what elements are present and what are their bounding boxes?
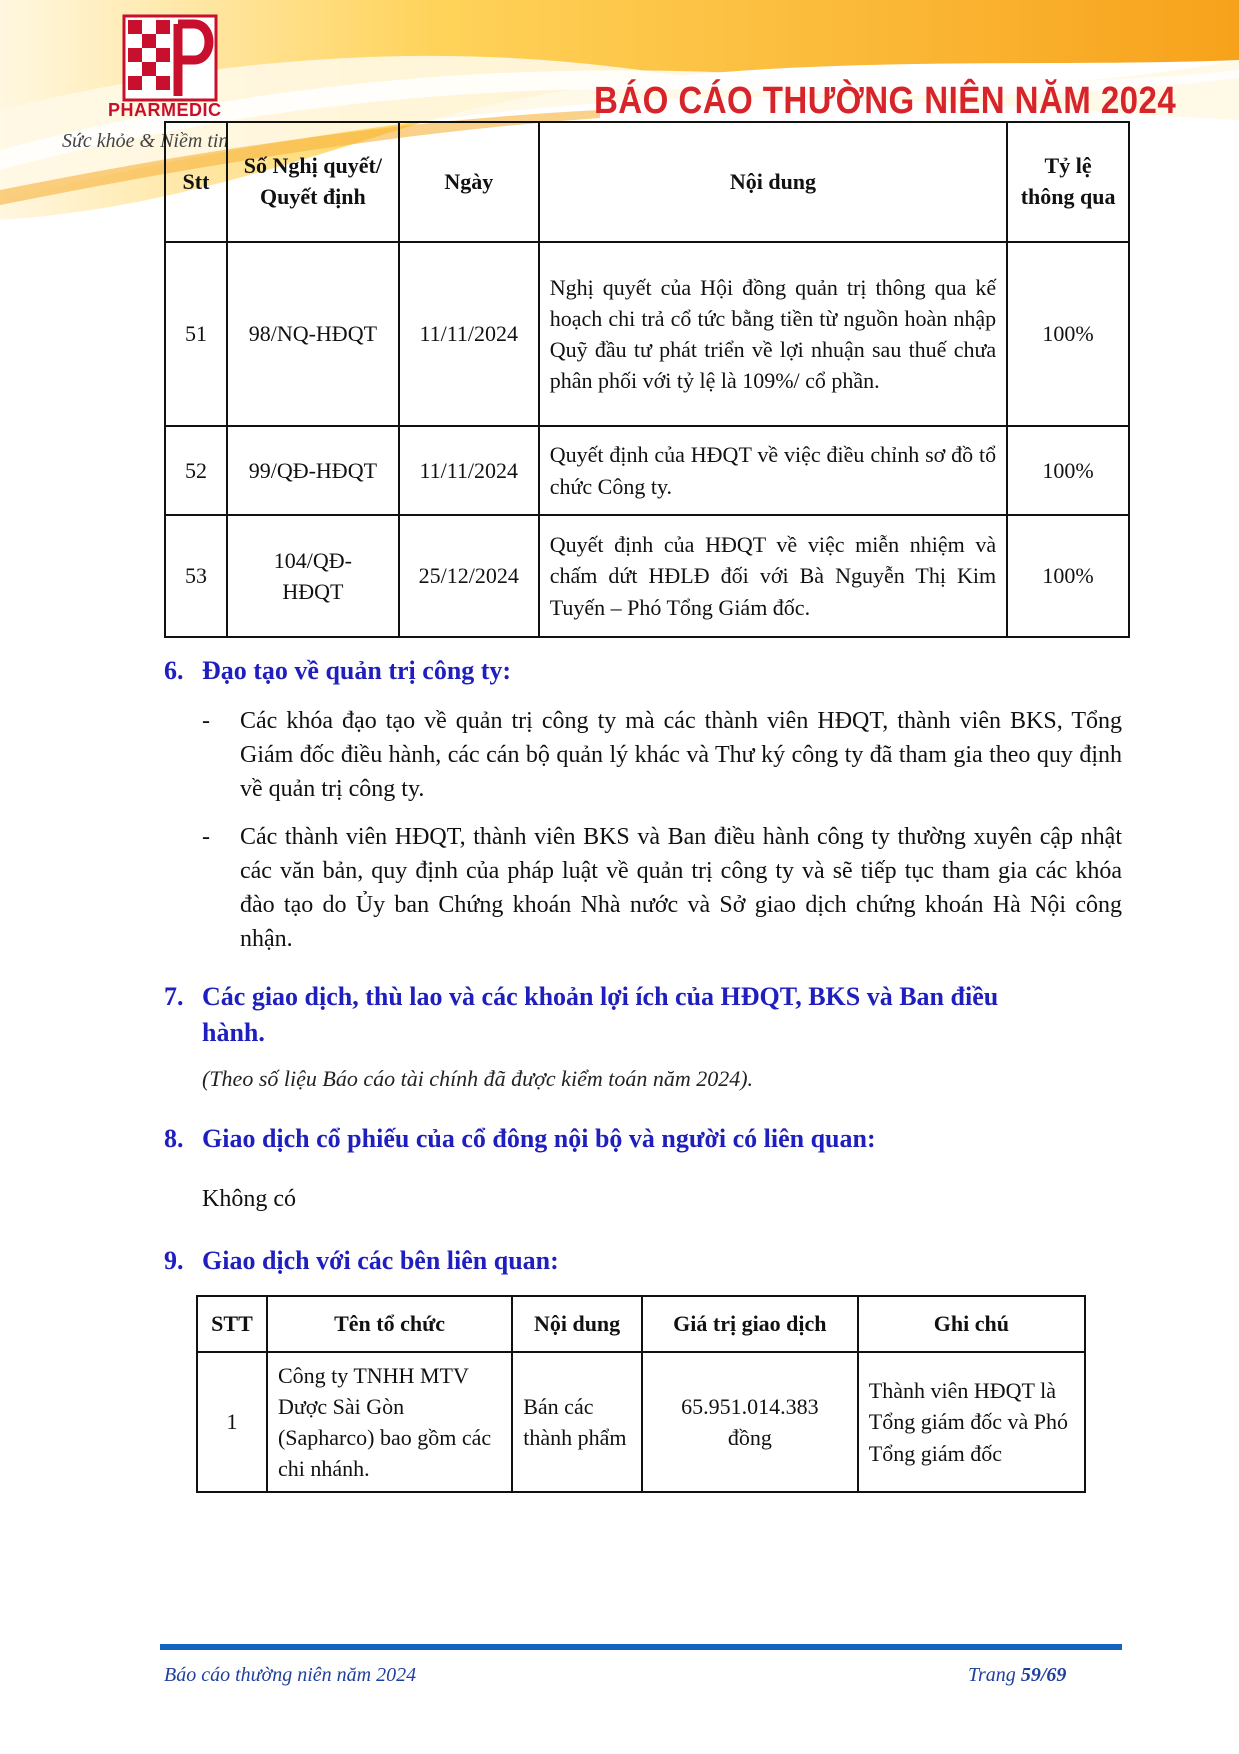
page-number: 59/69 xyxy=(1020,1664,1067,1686)
header-number: Số Nghị quyết/ Quyết định xyxy=(227,122,399,242)
header-stt: Stt xyxy=(165,122,227,242)
cell-stt: 52 xyxy=(165,426,227,515)
section-9-heading xyxy=(164,1246,1064,1280)
cell-stt: 51 xyxy=(165,242,227,426)
cell-content: Quyết định của HĐQT về việc miễn nhiệm và chấm dứt HĐLĐ đối với Bà Nguyễn Thị Kim Tuyến – Phó Tổng Giám đốc. xyxy=(539,515,1007,637)
cell-number: 99/QĐ-HĐQT xyxy=(227,426,399,515)
footer-divider xyxy=(160,1644,1122,1650)
cell-content: Nghị quyết của Hội đồng quản trị thông qua kế hoạch chi trả cổ tức bằng tiền từ nguồn hoàn nhập Quỹ đầu tư phát triển về lợi nhuận sau thuế chưa phân phối với tỷ lệ là 109%/ cổ phần. xyxy=(539,242,1007,426)
section-title: Đạo tạo về quản trị công ty: xyxy=(202,656,512,685)
resolutions-table xyxy=(164,121,1130,638)
section-8-text: Không có xyxy=(202,1186,296,1212)
section-title: Giao dịch cổ phiếu của cổ đông nội bộ và người có liên quan: xyxy=(202,1124,876,1153)
header-note: Ghi chú xyxy=(858,1296,1085,1352)
section-title-line2: hành. xyxy=(202,1018,265,1047)
bullet-item xyxy=(202,820,1122,956)
cell-note: Thành viên HĐQT là Tổng giám đốc và Phó Tổng giám đốc xyxy=(858,1352,1085,1492)
report-title: BÁO CÁO THƯỜNG NIÊN NĂM 2024 xyxy=(594,80,1177,122)
table-row xyxy=(165,242,1129,426)
section-number: 9. xyxy=(164,1246,184,1275)
table-header-row xyxy=(197,1296,1085,1352)
cell-content: Bán các thành phẩm xyxy=(512,1352,642,1492)
bullet-text: Các thành viên HĐQT, thành viên BKS và Ban điều hành công ty thường xuyên cập nhật các văn bản, quy định của pháp luật về quản trị công ty và sẽ tiếp tục tham gia các khóa đào tạo do Ủy ban Chứng khoán Nhà nước và Sở giao dịch chứng khoán Hà Nội công nhận. xyxy=(240,824,1122,952)
section-7-heading xyxy=(164,982,1124,1054)
bullet-dash: - xyxy=(202,824,210,850)
section-8-heading xyxy=(164,1124,1124,1158)
cell-org: Công ty TNHH MTV Dược Sài Gòn (Sapharco) bao gồm các chi nhánh. xyxy=(267,1352,512,1492)
cell-stt: 1 xyxy=(197,1352,267,1492)
cell-value: 65.951.014.383 đồng xyxy=(642,1352,858,1492)
cell-rate: 100% xyxy=(1007,242,1129,426)
section-title: Giao dịch với các bên liên quan: xyxy=(202,1246,559,1275)
bullet-text: Các khóa đạo tạo về quản trị công ty mà các thành viên HĐQT, thành viên BKS, Tổng Giám đốc điều hành, các cán bộ quản lý khác và Thư ký công ty đã tham gia theo quy định về quản trị công ty. xyxy=(240,708,1122,802)
header-content: Nội dung xyxy=(512,1296,642,1352)
table-row xyxy=(165,426,1129,515)
table-row xyxy=(197,1352,1085,1492)
cell-number: 98/NQ-HĐQT xyxy=(227,242,399,426)
footer-report-name: Báo cáo thường niên năm 2024 xyxy=(164,1664,417,1686)
cell-stt: 53 xyxy=(165,515,227,637)
section-title-line1: Các giao dịch, thù lao và các khoản lợi ích của HĐQT, BKS và Ban điều xyxy=(202,982,999,1011)
section-7-note: (Theo số liệu Báo cáo tài chính đã được kiểm toán năm 2024). xyxy=(202,1066,754,1091)
table-row xyxy=(165,515,1129,637)
header-stt: STT xyxy=(197,1296,267,1352)
cell-rate: 100% xyxy=(1007,426,1129,515)
page-prefix: Trang xyxy=(968,1664,1021,1686)
bullet-item xyxy=(202,704,1122,806)
header-rate: Tỷ lệ thông qua xyxy=(1007,122,1129,242)
footer-page-indicator xyxy=(968,1664,1066,1687)
brand-name: PHARMEDIC xyxy=(108,100,222,120)
section-number: 8. xyxy=(164,1124,184,1153)
bullet-dash: - xyxy=(202,708,210,734)
header-content: Nội dung xyxy=(539,122,1007,242)
related-party-table xyxy=(196,1295,1086,1493)
section-number: 6. xyxy=(164,656,184,685)
slogan: Sức khỏe & Niềm tin xyxy=(62,130,229,152)
cell-date: 11/11/2024 xyxy=(399,242,539,426)
cell-date: 25/12/2024 xyxy=(399,515,539,637)
cell-date: 11/11/2024 xyxy=(399,426,539,515)
header-org: Tên tổ chức xyxy=(267,1296,512,1352)
header-value: Giá trị giao dịch xyxy=(642,1296,858,1352)
cell-number: 104/QĐ-HĐQT xyxy=(227,515,399,637)
pharmedic-logo xyxy=(120,12,220,104)
cell-content: Quyết định của HĐQT về việc điều chỉnh sơ đồ tổ chức Công ty. xyxy=(539,426,1007,515)
header-date: Ngày xyxy=(399,122,539,242)
section-6-heading xyxy=(164,656,1064,690)
table-header-row xyxy=(165,122,1129,242)
section-number: 7. xyxy=(164,982,184,1011)
cell-rate: 100% xyxy=(1007,515,1129,637)
